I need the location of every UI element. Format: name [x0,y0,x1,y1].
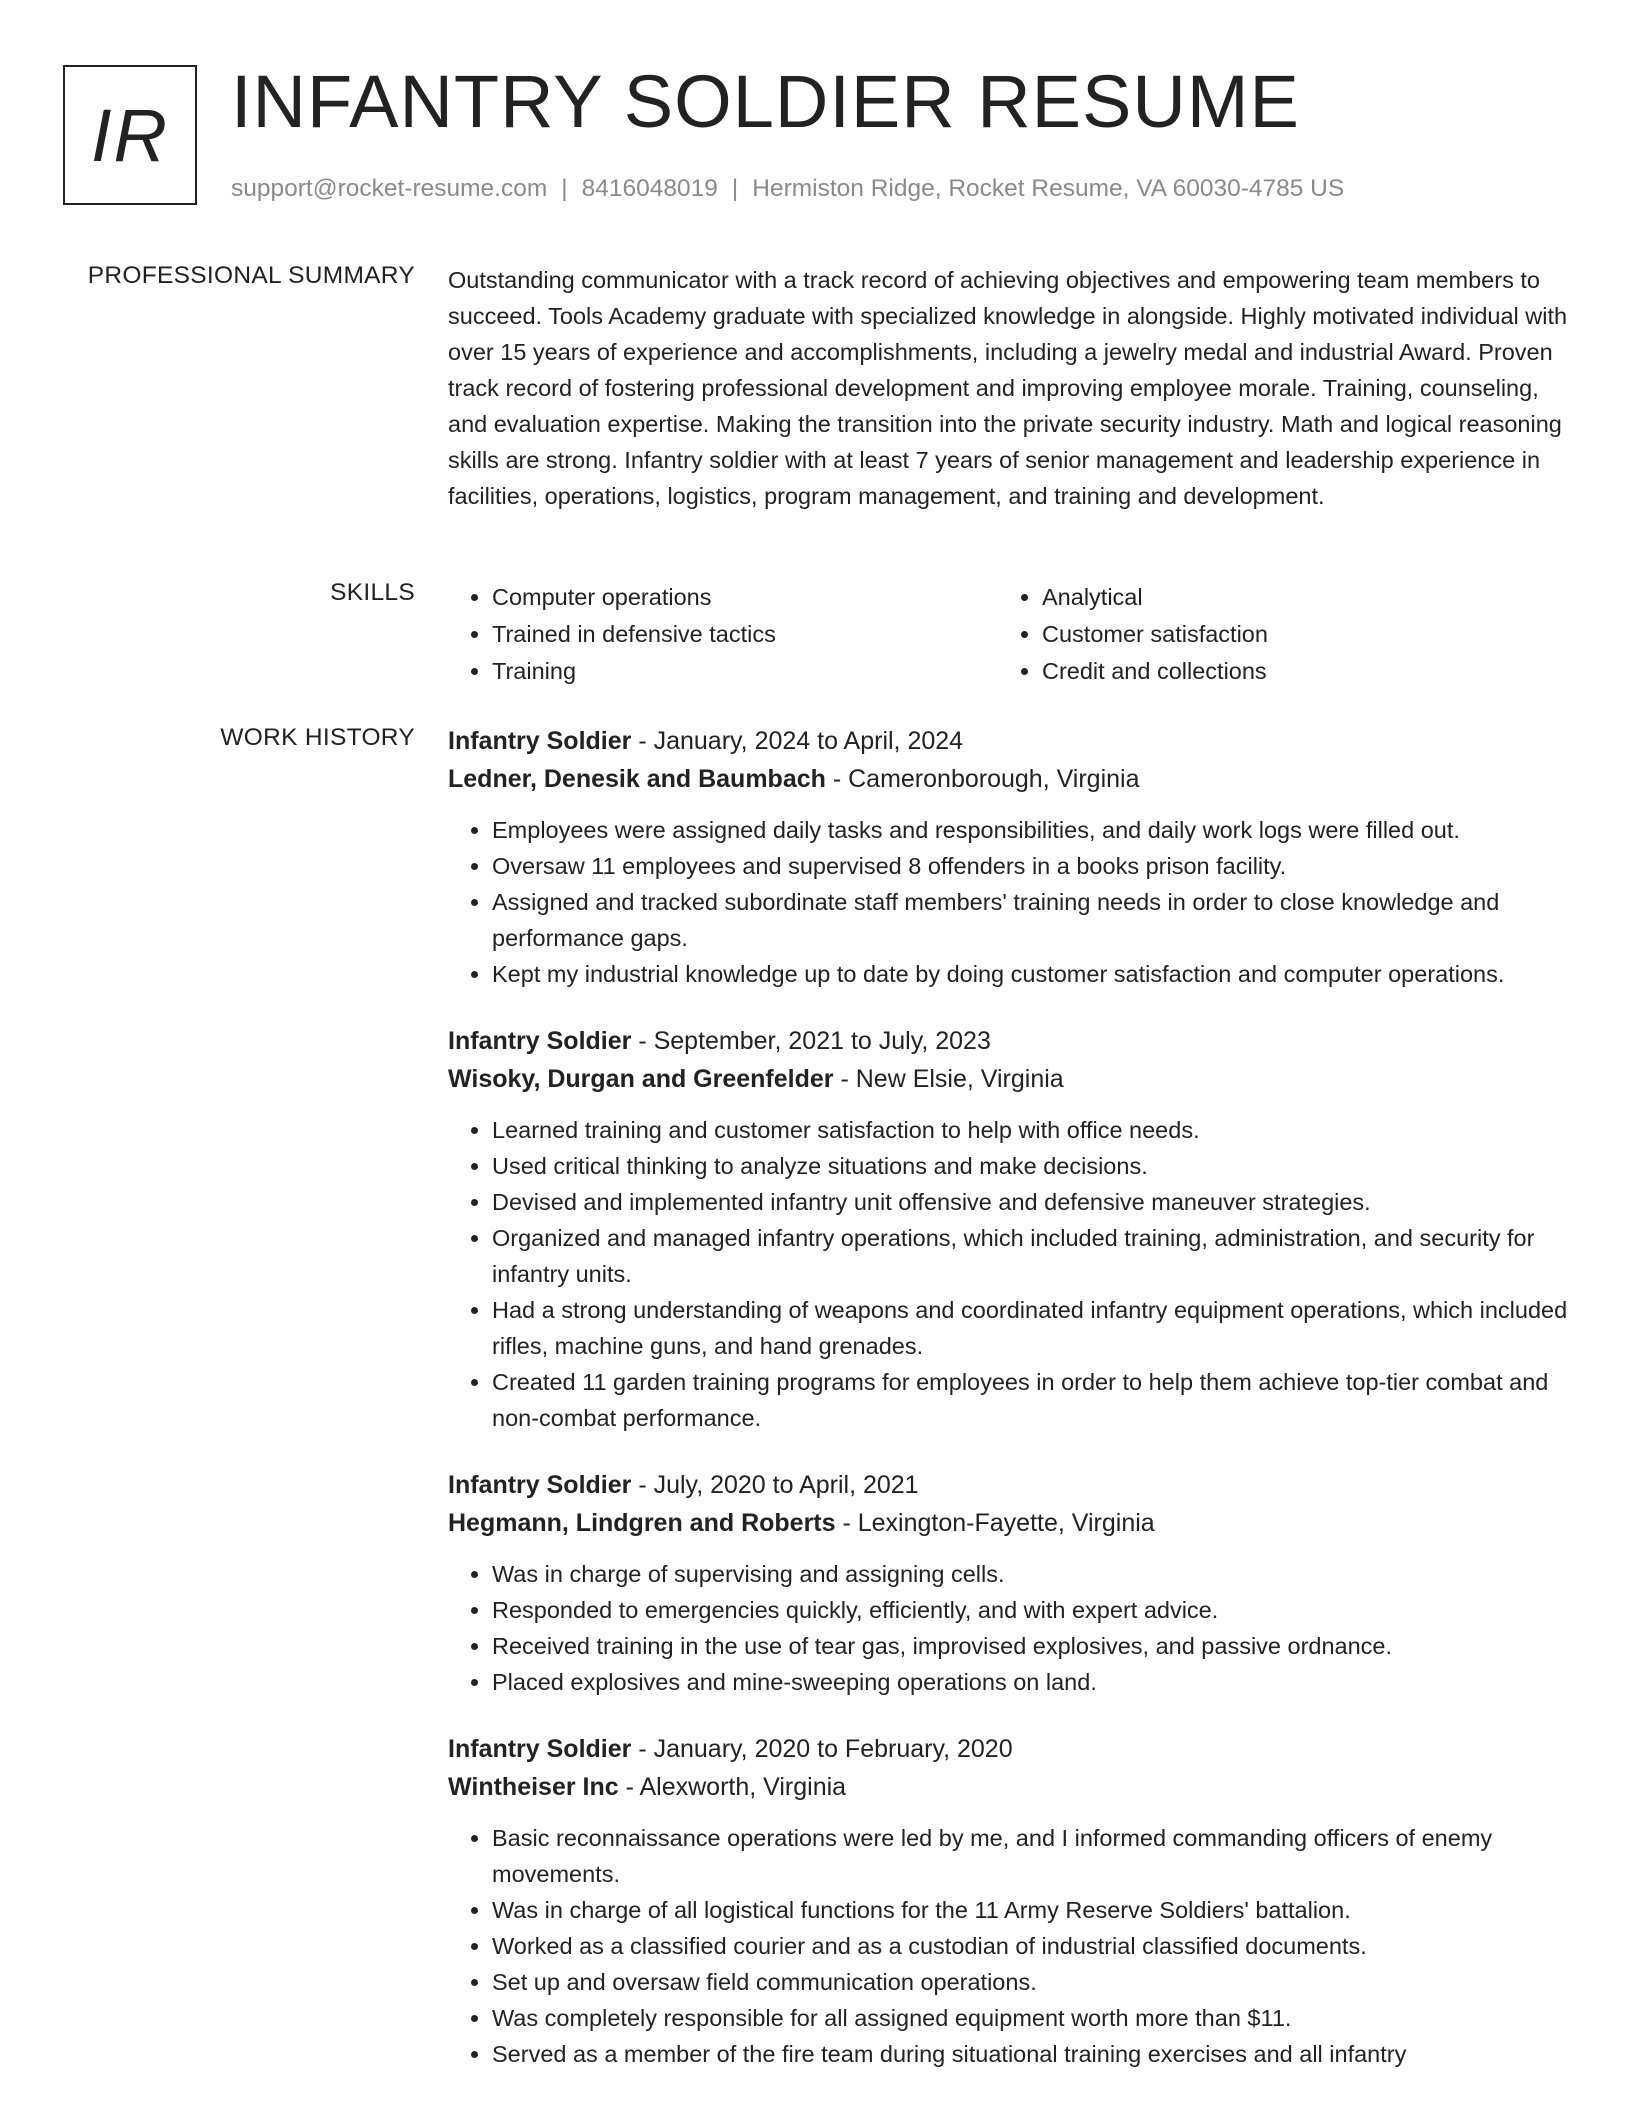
job-company-line [448,1504,1568,1542]
job-company: Wintheiser Inc [448,1773,619,1801]
summary-text: Outstanding communicator with a track record of achieving objectives and empowering team members to succeed. Tools Academy graduate with specialized knowledge in alongside. Highly motivated individual with over 15 years of experience and accomplishments, including a jewelry medal and industrial Award. Proven track record of fostering professional development and improving employee morale. Training, counseling, and evaluation expertise. Making the transition into the private security industry. Math and logical reasoning skills are strong. Infantry soldier with at least 7 years of senior management and leadership experience in facilities, operations, logistics, program management, and training and development. [448,267,1568,509]
contact-address: Hermiston Ridge, Rocket Resume, VA 60030-4785 US [752,175,1345,202]
job-bullet: • Used critical thinking to analyze situations and make decisions. [492,1148,1568,1184]
job-entry [448,1022,1568,1436]
job-bullet: • Was in charge of supervising and assigning cells. [492,1556,1568,1592]
skill-item: • Trained in defensive tactics [492,616,998,653]
job-bullet: • Served as a member of the fire team during situational training exercises and all infantry [492,2036,1568,2072]
job-entry [448,1730,1568,2072]
section-label-work: WORK HISTORY [220,724,415,751]
job-bullet: • Devised and implemented infantry unit offensive and defensive maneuver strategies. [492,1184,1568,1220]
job-entry [448,722,1568,992]
job-company: Hegmann, Lindgren and Roberts [448,1509,836,1537]
job-bullets [448,812,1568,992]
skill-item: • Computer operations [492,579,998,616]
skill-item: • Credit and collections [1042,653,1548,690]
job-dates: - July, 2020 to April, 2021 [631,1471,919,1499]
job-title: Infantry Soldier [448,727,632,755]
job-bullet: • Was completely responsible for all assigned equipment worth more than $11. [492,2000,1568,2036]
skill-item: • Training [492,653,998,690]
job-bullet: • Assigned and tracked subordinate staff members' training needs in order to close knowledge and performance gaps. [492,884,1568,956]
monogram-logo: IR [63,65,197,205]
summary-body [448,262,1568,514]
job-dates: - September, 2021 to July, 2023 [631,1027,991,1055]
skill-item: • Analytical [1042,579,1548,616]
job-bullets [448,1820,1568,2072]
section-label-summary: PROFESSIONAL SUMMARY [87,262,415,289]
job-company-line [448,1768,1568,1806]
job-bullet: • Was in charge of all logistical functions for the 11 Army Reserve Soldiers' battalion. [492,1892,1568,1928]
job-company-line [448,1060,1568,1098]
job-title: Infantry Soldier [448,1471,632,1499]
job-dates: - January, 2024 to April, 2024 [631,727,964,755]
job-bullets [448,1112,1568,1436]
job-bullet: • Responded to emergencies quickly, efficiently, and with expert advice. [492,1592,1568,1628]
job-location: - New Elsie, Virginia [833,1065,1064,1093]
skill-item: • Customer satisfaction [1042,616,1548,653]
job-company: Wisoky, Durgan and Greenfelder [448,1065,834,1093]
job-title-line [448,1730,1568,1768]
skills-list-right [998,579,1548,690]
job-location: - Cameronborough, Virginia [825,765,1140,793]
job-bullet: • Placed explosives and mine-sweeping operations on land. [492,1664,1568,1700]
job-title: Infantry Soldier [448,1735,632,1763]
contact-separator: | [561,175,568,202]
job-entry [448,1466,1568,1700]
job-bullet: • Created 11 garden training programs for employees in order to help them achieve top-tier combat and non-combat performance. [492,1364,1568,1436]
job-title-line [448,1466,1568,1504]
job-company-line [448,760,1568,798]
job-bullet: • Oversaw 11 employees and supervised 8 offenders in a books prison facility. [492,848,1568,884]
contact-phone[interactable]: 8416048019 [581,175,718,202]
work-history-body [448,722,1568,2102]
job-title: Infantry Soldier [448,1027,632,1055]
contact-email[interactable]: support@rocket-resume.com [231,175,548,202]
section-label-skills: SKILLS [330,579,415,606]
job-bullet: • Set up and oversaw field communication operations. [492,1964,1568,2000]
job-title-line [448,722,1568,760]
job-bullet: • Basic reconnaissance operations were led by me, and I informed commanding officers of enemy movements. [492,1820,1568,1892]
job-bullet: • Worked as a classified courier and as a custodian of industrial classified documents. [492,1928,1568,1964]
job-bullet: • Received training in the use of tear gas, improvised explosives, and passive ordnance. [492,1628,1568,1664]
job-location: - Lexington-Fayette, Virginia [835,1509,1155,1537]
skills-grid [448,579,1568,690]
skills-list-left [448,579,998,690]
job-dates: - January, 2020 to February, 2020 [631,1735,1013,1763]
job-bullet: • Learned training and customer satisfaction to help with office needs. [492,1112,1568,1148]
contact-separator: | [731,175,739,202]
job-company: Ledner, Denesik and Baumbach [448,765,826,793]
job-location: - Alexworth, Virginia [618,1773,847,1801]
job-title-line [448,1022,1568,1060]
resume-header [63,60,1569,215]
job-bullet: • Kept my industrial knowledge up to date by doing customer satisfaction and computer operations. [492,956,1568,992]
job-bullet: • Had a strong understanding of weapons and coordinated infantry equipment operations, which included rifles, machine guns, and hand grenades. [492,1292,1568,1364]
contact-line [231,175,1344,203]
job-bullet: • Organized and managed infantry operations, which included training, administration, and security for infantry units. [492,1220,1568,1292]
resume-title: INFANTRY SOLDIER RESUME [231,60,1300,143]
job-bullets [448,1556,1568,1700]
job-bullet: • Employees were assigned daily tasks and responsibilities, and daily work logs were filled out. [492,812,1568,848]
